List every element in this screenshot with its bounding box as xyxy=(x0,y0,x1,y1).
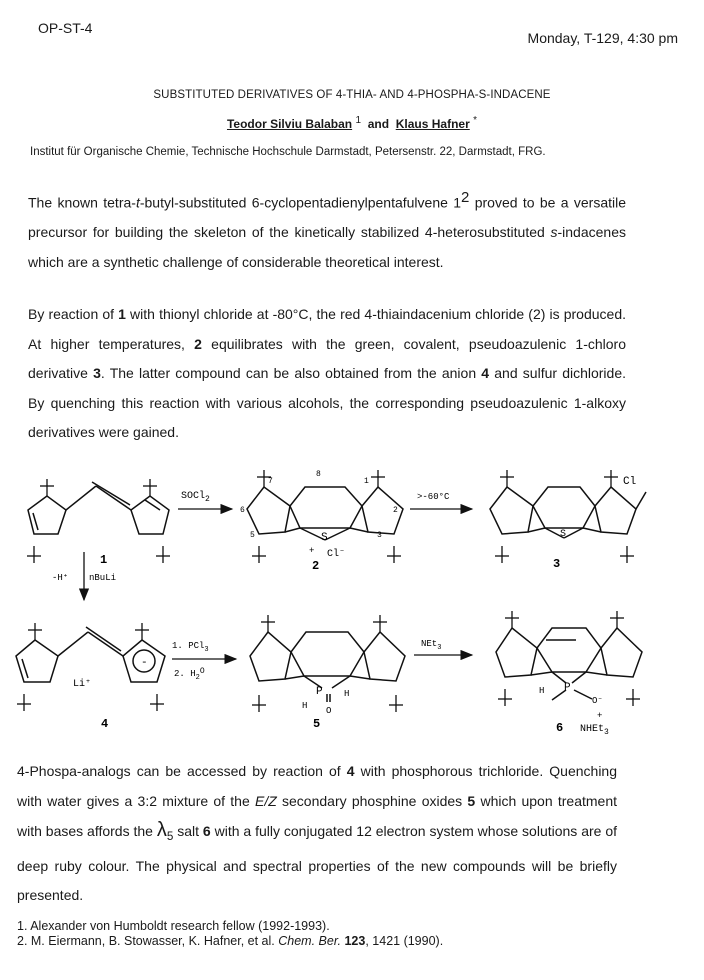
lambda-symbol: λ xyxy=(156,819,167,842)
svg-text:6: 6 xyxy=(240,506,245,515)
compound-label-5: 5 xyxy=(313,717,321,731)
svg-text:S: S xyxy=(560,529,567,540)
compound-5-structure xyxy=(250,632,405,702)
author-footnote-mark: 1 xyxy=(355,115,362,126)
svg-text:+: + xyxy=(309,546,315,556)
compound-3-structure xyxy=(490,487,646,538)
compound-label-4: 4 xyxy=(101,717,109,731)
author-balaban: Teodor Silviu Balaban xyxy=(226,117,353,131)
svg-text:5: 5 xyxy=(250,531,255,540)
lithium-ion: Li⁺ xyxy=(73,679,92,690)
svg-text:-H⁺: -H⁺ xyxy=(52,573,69,583)
compound-label-2: 2 xyxy=(312,559,320,573)
corresponding-mark: * xyxy=(473,115,477,126)
svg-text:1: 1 xyxy=(364,477,369,486)
reaction-scheme xyxy=(0,450,704,750)
reagent-socl2: SOCl$_2$ xyxy=(181,491,210,504)
paragraph-phospha: 4-Phospa-analogs can be accessed by reaction of 4 with phosphorous trichloride. Quenching with water gives a 3:2 mixture of the E/Z secondary phosphine oxides 5 which upon treatment with bases affords the $\lambda_5$ salt 6 with a fully conjugated 12 electron system whose solutions are of deep ruby colour. The physical and spectral properties of the new compounds will be briefly presented. xyxy=(17,763,618,904)
svg-text:nBuLi: nBuLi xyxy=(89,573,117,583)
atom-s: S xyxy=(321,532,328,544)
svg-text:H: H xyxy=(344,689,350,699)
reagent-pcl3: 1. PCl$_3$ xyxy=(172,641,209,654)
references xyxy=(17,919,443,949)
svg-text:3: 3 xyxy=(377,531,382,540)
svg-text:P: P xyxy=(564,682,571,694)
reagent-net3: NEt$_3$ xyxy=(421,639,442,652)
reagent-heat: >-60°C xyxy=(417,492,450,502)
abstract-code: OP-ST-4 xyxy=(38,20,93,36)
svg-text:H: H xyxy=(302,701,308,711)
atom-cl: Cl xyxy=(623,476,637,488)
compound-label-3: 3 xyxy=(553,557,561,571)
paper-title: SUBSTITUTED DERIVATIVES OF 4-THIA- AND 4-PHOSPHA-S-INDACENE xyxy=(153,89,551,101)
reference-1: 1. Alexander von Humboldt research fellow (1992-1993). xyxy=(17,919,330,933)
institution: Institut für Organische Chemie, Technische Hochschule Darmstadt, Petersenstr. 22, Darmstadt, FRG. xyxy=(30,146,546,158)
compound-1-structure xyxy=(28,482,169,534)
svg-text:-: - xyxy=(141,657,148,669)
triethylammonium: NHEt$_3$ xyxy=(580,724,609,737)
reference-2: 2. M. Eiermann, B. Stowasser, K. Hafner, et al. Chem. Ber. 123, 1421 (1990). xyxy=(17,934,444,948)
svg-text:7: 7 xyxy=(268,477,273,486)
authors-and: and xyxy=(367,117,390,131)
session-info: Monday, T-129, 4:30 pm xyxy=(527,30,678,46)
svg-text:O⁻: O⁻ xyxy=(592,696,603,706)
paragraph-thia: By reaction of 1 with thionyl chloride at -80°C, the red 4-thiaindacenium chloride (2) is produced. At higher temperatures, 2 equilibrates with the green, covalent, pseudoazulenic 1-chloro derivative 3. The latter compound can be also obtained from the anion 4 and sulfur dichloride. By quenching this reaction with various alcohols, the corresponding pseudoazulenic 1-alkoxy derivatives were gained. xyxy=(28,306,627,441)
compound-label-6: 6 xyxy=(556,721,564,735)
chloride-ion: Cl⁻ xyxy=(327,549,346,560)
atom-p: P xyxy=(316,686,323,698)
paragraph-intro: The known tetra-t-butyl-substituted 6-cyclopentadienylpentafulvene $1^2$ proved to be a versatile precursor for building the skeleton of the kinetically stabilized 4-heterosubstituted s-indacenes which are a synthetic challenge of considerable theoretical interest. xyxy=(28,189,626,270)
svg-text:+: + xyxy=(597,711,603,721)
compound-label-1: 1 xyxy=(100,553,108,567)
svg-text:H: H xyxy=(539,686,545,696)
svg-text:O: O xyxy=(326,706,332,716)
author-hafner: Klaus Hafner xyxy=(395,117,470,131)
authors-line xyxy=(0,115,704,131)
svg-text:8: 8 xyxy=(316,470,321,479)
reagent-h2o: 2. $H_2O$ xyxy=(174,667,205,682)
svg-text:2: 2 xyxy=(393,506,398,515)
